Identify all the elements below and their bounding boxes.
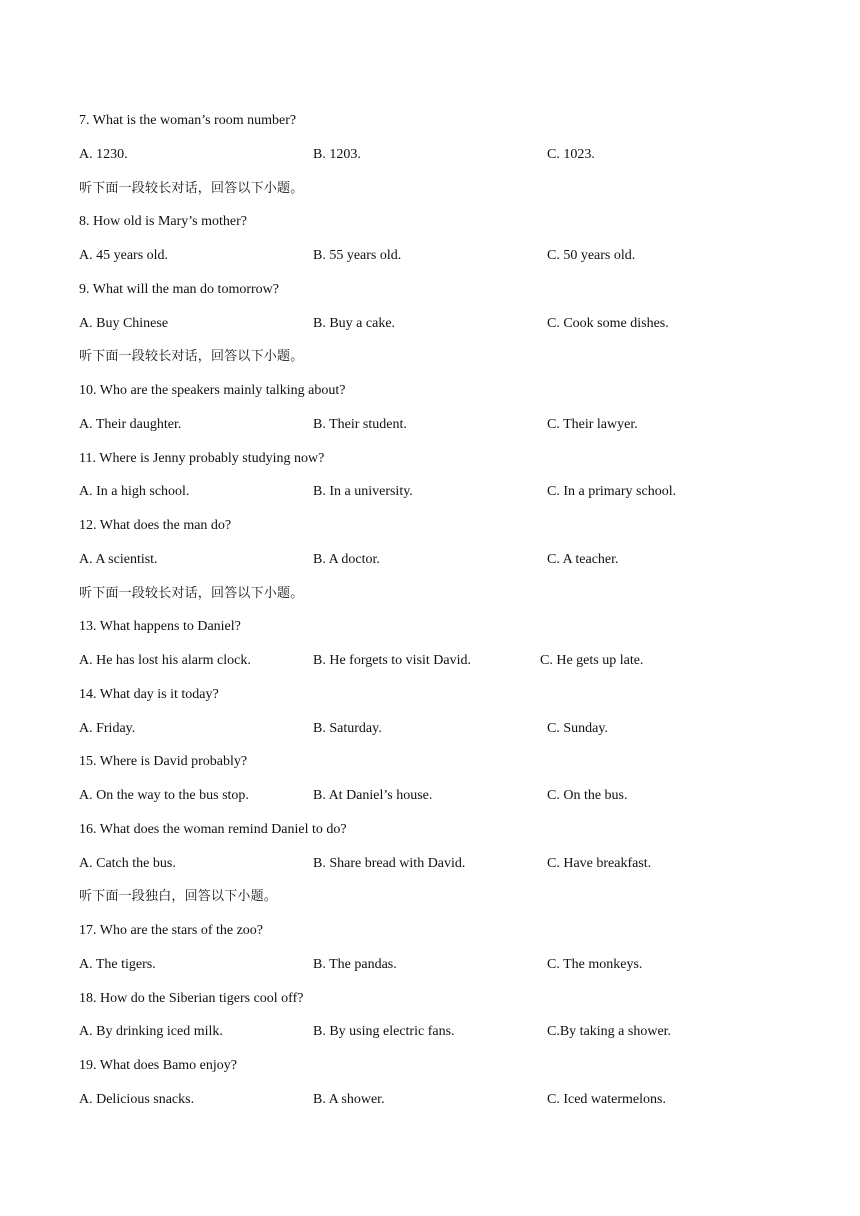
option-b: B. He forgets to visit David. [313,653,472,668]
option-b: B. A shower. [313,1091,385,1107]
option-c: C.By taking a shower. [547,1024,672,1040]
option-c: C. Iced watermelons. [547,1091,666,1107]
question-text: 19. What does Bamo enjoy? [79,1058,237,1073]
option-c: C. Their lawyer. [547,416,638,432]
question-text: 10. Who are the speakers mainly talking about? [79,383,346,398]
option-a: A. A scientist. [79,551,158,567]
option-c: C. In a primary school. [547,484,677,500]
section-instruction: 听下面一段较长对话，回答以下小题。 [79,349,304,365]
option-c: C. On the bus. [547,788,628,803]
question-text: 11. Where is Jenny probably studying now? [79,450,325,466]
question-text: 8. How old is Mary’s mother? [79,214,247,230]
question-text: 9. What will the man do tomorrow? [79,281,279,297]
question-text: 16. What does the woman remind Daniel to do? [79,821,347,837]
option-b: B. Buy a cake. [313,315,396,331]
option-a: A. By drinking iced milk. [79,1024,223,1040]
question-text: 13. What happens to Daniel? [79,619,241,635]
option-b: B. At Daniel’s house. [313,788,433,803]
option-c: C. 50 years old. [547,248,636,263]
option-b: B. By using electric fans. [313,1024,455,1040]
option-a: A. Their daughter. [79,416,182,432]
option-b: B. The pandas. [313,956,397,972]
option-b: B. 55 years old. [313,248,402,263]
question-text: 14. What day is it today? [79,686,219,702]
option-a: A. Friday. [79,720,136,736]
option-b: B. Share bread with David. [313,855,466,871]
option-c: C. He gets up late. [540,653,644,668]
option-b: B. Saturday. [313,720,382,736]
option-a: A. 1230. [79,146,128,162]
question-text: 7. What is the woman’s room number? [79,113,297,128]
question-text: 12. What does the man do? [79,518,232,533]
section-instruction: 听下面一段独白，回答以下小题。 [79,889,278,905]
option-c: C. Have breakfast. [547,855,652,871]
option-b: B. A doctor. [313,551,380,567]
option-b: B. 1203. [313,146,361,162]
question-text: 17. Who are the stars of the zoo? [79,923,264,938]
option-b: B. Their student. [313,416,407,432]
option-c: C. Cook some dishes. [547,315,669,331]
question-text: 15. Where is David probably? [79,754,248,770]
option-c: C. A teacher. [547,551,619,567]
option-c: C. The monkeys. [547,956,643,972]
option-a: A. Catch the bus. [79,855,176,871]
option-b: B. In a university. [313,484,413,500]
question-text: 18. How do the Siberian tigers cool off? [79,990,304,1006]
section-instruction: 听下面一段较长对话，回答以下小题。 [79,585,304,601]
option-c: C. Sunday. [547,720,608,736]
option-a: A. On the way to the bus stop. [79,788,249,803]
option-c: C. 1023. [547,146,595,162]
option-a: A. Delicious snacks. [79,1091,195,1107]
option-a: A. Buy Chinese [79,315,169,331]
section-instruction: 听下面一段较长对话，回答以下小题。 [79,180,304,196]
option-a: A. He has lost his alarm clock. [79,653,251,668]
option-a: A. In a high school. [79,484,190,500]
option-a: A. 45 years old. [79,248,169,263]
option-a: A. The tigers. [79,956,156,972]
